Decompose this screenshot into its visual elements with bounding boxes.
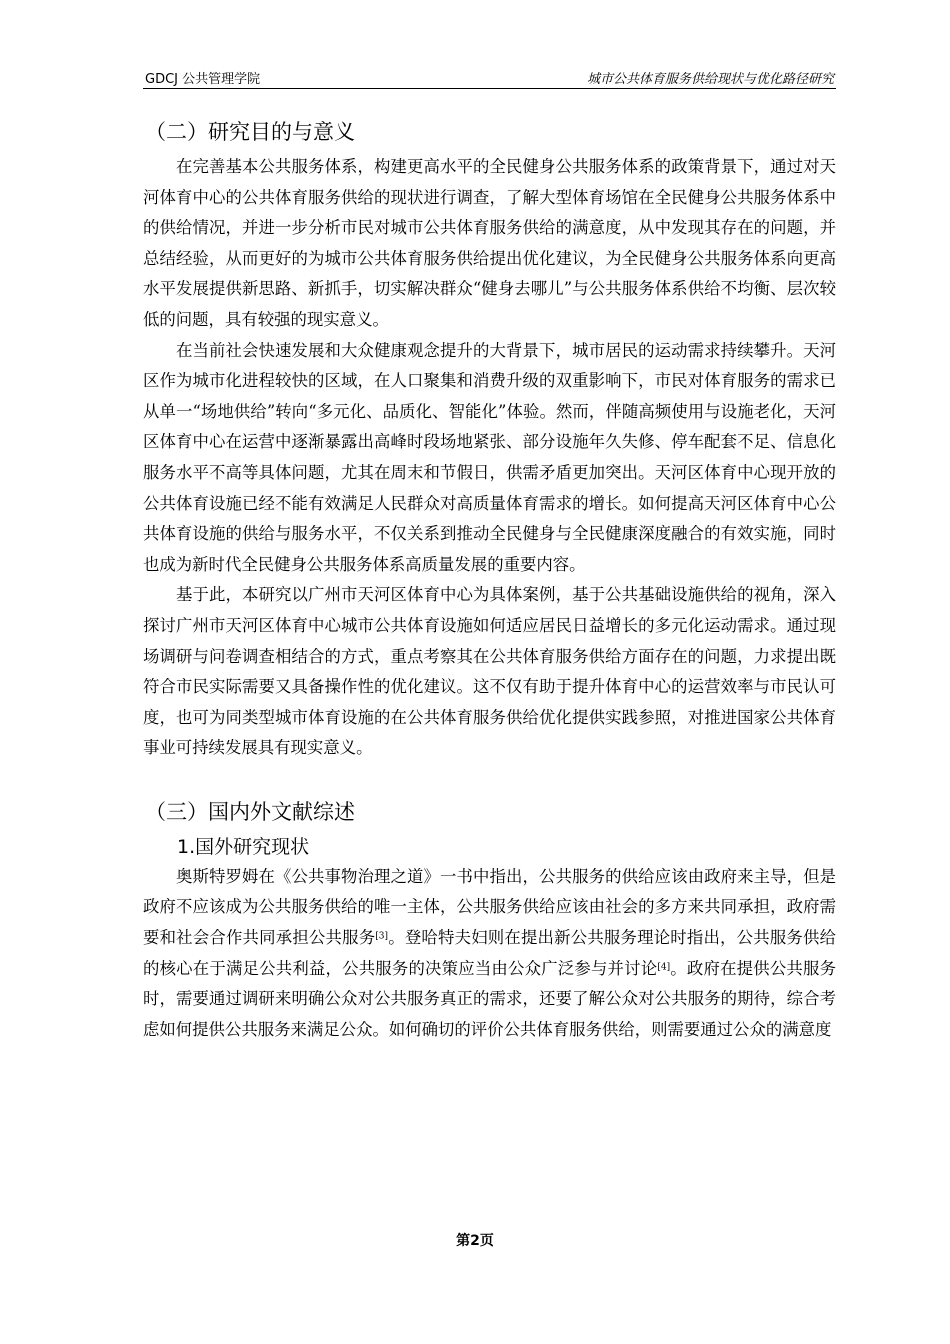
paragraph: 基于此，本研究以广州市天河区体育中心为具体案例，基于公共基础设施供给的视角，深入探讨广州市天河区体育中心城市公共体育设施如何适应居民日益增长的多元化运动需求。通过现场调研与问卷调查相结合的方式，重点考察其在公共体育服务供给方面存在的问题，力求提出既符合市民实际需要又具备操作性的优化建议。这不仅有助于提升体育中心的运营效率与市民认可度，也可为同类型城市体育设施的在公共体育服务供给优化提供实践参照，对推进国家公共体育事业可持续发展具有现实意义。 [143, 585, 836, 758]
page-header [143, 66, 836, 89]
section-heading-purpose: （二）研究目的与意义 [145, 120, 355, 144]
document-body [143, 112, 836, 1045]
paragraph-text: 。登哈特夫妇则在提出新公共服务理论时指出，公共服务供给的核心在于满足公共利益，公共服务的决策应当由公众广泛参与并讨论 [143, 928, 836, 978]
section-heading-literature: （三）国内外文献综述 [145, 799, 355, 824]
header-paper-title: 城市公共体育服务供给现状与优化路径研究 [586, 72, 834, 87]
paragraph-text: 奥斯特罗姆在《公共事物治理之道》一书中指出，公共服务的供给应该由政府来主导，但是政府不应该成为公共服务供给的唯一主体，公共服务供给应该由社会的多方来共同承担，政府需要和社会合作共同承担公共服务 [143, 866, 836, 948]
paragraph: 在当前社会快速发展和大众健康观念提升的大背景下，城市居民的运动需求持续攀升。天河区作为城市化进程较快的区域，在人口聚集和消费升级的双重影响下，市民对体育服务的需求已从单一“场地供给”转向“多元化、品质化、智能化”体验。然而，伴随高频使用与设施老化，天河区体育中心在运营中逐渐暴露出高峰时段场地紧张、部分设施年久失修、停车配套不足、信息化服务水平不高等具体问题，尤其在周末和节假日，供需矛盾更加突出。天河区体育中心现开放的公共体育设施已经不能有效满足人民群众对高质量体育需求的增长。如何提高天河区体育中心公共体育设施的供给与服务水平，不仅关系到推动全民健身与全民健康深度融合的有效实施，同时也成为新时代全民健身公共服务体系高质量发展的重要内容。 [143, 340, 836, 574]
paragraph [143, 862, 836, 1046]
citation-ref: [3] [375, 931, 389, 942]
paragraph: 在完善基本公共服务体系，构建更高水平的全民健身公共服务体系的政策背景下，通过对天河体育中心的公共体育服务供给的现状进行调查，了解大型体育场馆在全民健身公共服务体系中的供给情况，并进一步分析市民对城市公共体育服务供给的满意度，从中发现其存在的问题，并总结经验，从而更好的为城市公共体育服务供给提出优化建议，为全民健身公共服务体系向更高水平发展提供新思路、新抓手，切实解决群众“健身去哪儿”与公共服务体系供给不均衡、层次较低的问题，具有较强的现实意义。 [143, 157, 836, 329]
paragraph-text: 。政府在提供公共服务时，需要通过调研来明确公众对公共服务真正的需求，还要了解公众对公共服务的期待，综合考虑如何提供公共服务来满足公众。如何确切的评价公共体育服务供给，则需要通过公众的满意度 [143, 958, 837, 1039]
page-number: 第2页 [456, 1233, 494, 1249]
header-institution: GDCJ 公共管理学院 [145, 72, 261, 87]
citation-ref: [4] [657, 962, 671, 973]
subsection-heading-foreign: 1.国外研究现状 [177, 835, 310, 858]
